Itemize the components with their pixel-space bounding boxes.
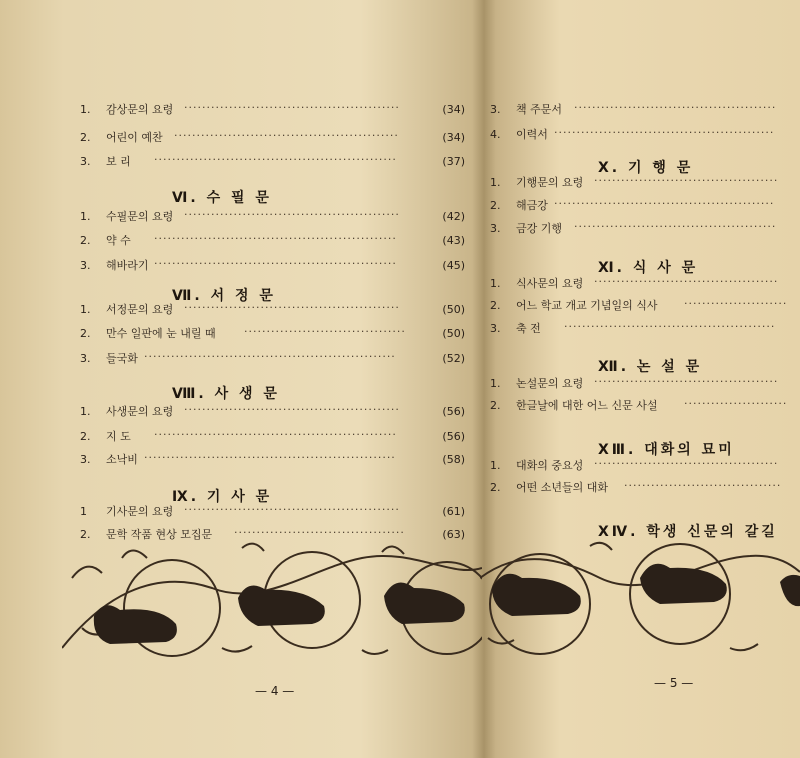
dot-leader: ····································	[244, 325, 406, 338]
toc-entry	[80, 303, 465, 317]
toc-entry	[80, 155, 465, 169]
section-heading: Ⅻ. 논 설 문	[598, 359, 703, 375]
dot-leader: ······················································	[154, 428, 397, 441]
entry-number: 3.	[80, 155, 91, 168]
entry-number: 3.	[80, 453, 91, 466]
entry-page-number: (56)	[442, 430, 465, 443]
toc-entry	[490, 103, 800, 117]
ornament-band-left	[62, 538, 482, 668]
section-heading: Ⅵ. 수 필 문	[172, 190, 272, 206]
entry-number: 2.	[490, 299, 501, 312]
entry-title: 어느 학교 개교 기념일의 식사	[516, 299, 658, 312]
entry-title: 서정문의 요령	[106, 303, 174, 316]
entry-title: 기행문의 요령	[516, 176, 584, 189]
entry-page-number: (61)	[442, 505, 465, 518]
entry-title: 사생문의 요령	[106, 405, 174, 418]
toc-entry	[80, 234, 465, 248]
entry-title: 어린이 예찬	[106, 131, 163, 144]
entry-number: 2.	[80, 131, 91, 144]
entry-number: 2.	[490, 481, 501, 494]
toc-entry	[490, 222, 800, 236]
entry-title: 기사문의 요령	[106, 505, 174, 518]
toc-entry	[80, 327, 465, 341]
entry-number: 2.	[80, 528, 91, 541]
entry-number: 1.	[490, 459, 501, 472]
page-number-left: — 4 —	[255, 684, 295, 698]
entry-title: 한글날에 대한 어느 신문 사설	[516, 399, 658, 412]
entry-title: 감상문의 요령	[106, 103, 174, 116]
dot-leader: ·········································	[594, 375, 779, 388]
toc-entry	[490, 299, 800, 313]
toc-entry	[80, 453, 465, 467]
ram-figure-1	[94, 605, 177, 644]
entry-number: 2.	[80, 327, 91, 340]
entry-number: 1.	[490, 277, 501, 290]
ram-figure-3	[384, 583, 465, 624]
entry-title: 문학 작품 현상 모집문	[106, 528, 213, 541]
entry-title: 어떤 소년들의 대화	[516, 481, 609, 494]
dot-leader: ·······················	[684, 297, 788, 310]
entry-number: 1.	[80, 405, 91, 418]
toc-entry	[490, 399, 800, 413]
toc-entry	[80, 405, 465, 419]
dot-leader: ·················································	[554, 126, 775, 139]
section-heading: ⅩⅢ. 대화의 묘미	[598, 442, 735, 458]
entry-title: 보 리	[106, 155, 131, 168]
dot-leader: ·············································	[574, 220, 777, 233]
entry-number: 3.	[490, 322, 501, 335]
section-heading: Ⅺ. 식 사 문	[598, 260, 699, 276]
toc-entry	[490, 277, 800, 291]
entry-number: 1.	[80, 103, 91, 116]
toc-entry	[490, 176, 800, 190]
dot-leader: ······················································	[154, 232, 397, 245]
entry-page-number: (37)	[442, 155, 465, 168]
entry-title: 축 전	[516, 322, 541, 335]
entry-title: 대화의 중요성	[516, 459, 584, 472]
entry-title: 논설문의 요령	[516, 377, 584, 390]
toc-entry	[490, 199, 800, 213]
dot-leader: ·········································	[594, 174, 779, 187]
entry-title: 책 주문서	[516, 103, 563, 116]
dot-leader: ···································	[624, 479, 782, 492]
entry-title: 만수 일판에 눈 내릴 때	[106, 327, 216, 340]
toc-entry	[80, 505, 465, 519]
toc-entry	[80, 210, 465, 224]
entry-title: 해바라기	[106, 259, 149, 272]
entry-title: 식사문의 요령	[516, 277, 584, 290]
entry-number: 3.	[490, 103, 501, 116]
section-heading: Ⅶ. 서 정 문	[172, 288, 276, 304]
ram-figure-2	[238, 586, 325, 627]
toc-entry	[490, 481, 800, 495]
section-heading: ⅩⅣ. 학생 신문의 갈길	[598, 524, 778, 540]
toc-entry	[490, 377, 800, 391]
entry-page-number: (43)	[442, 234, 465, 247]
entry-number: 1.	[490, 377, 501, 390]
entry-page-number: (58)	[442, 453, 465, 466]
toc-entry	[80, 352, 465, 366]
dot-leader: ················································	[184, 301, 400, 314]
section-heading: Ⅸ. 기 사 문	[172, 489, 273, 505]
ram-figure-5	[640, 564, 727, 604]
entry-page-number: (42)	[442, 210, 465, 223]
section-heading: Ⅷ. 사 생 문	[172, 386, 280, 402]
entry-page-number: (63)	[442, 528, 465, 541]
dot-leader: ·················································	[554, 197, 775, 210]
dot-leader: ························································	[144, 350, 396, 363]
entry-number: 1	[80, 505, 87, 518]
entry-page-number: (34)	[442, 103, 465, 116]
toc-entry	[80, 430, 465, 444]
entry-page-number: (34)	[442, 131, 465, 144]
dot-leader: ················································	[184, 403, 400, 416]
ram-figure-6	[780, 575, 800, 606]
dot-leader: ··················································	[174, 129, 399, 142]
dot-leader: ······················································	[154, 153, 397, 166]
entry-page-number: (45)	[442, 259, 465, 272]
entry-number: 3.	[80, 259, 91, 272]
entry-title: 소낙비	[106, 453, 138, 466]
entry-number: 4.	[490, 128, 501, 141]
entry-number: 3.	[80, 352, 91, 365]
entry-page-number: (50)	[442, 303, 465, 316]
entry-page-number: (56)	[442, 405, 465, 418]
dot-leader: ······················································	[154, 257, 397, 270]
dot-leader: ················································	[184, 208, 400, 221]
dot-leader: ·······················	[684, 397, 788, 410]
toc-entry	[490, 459, 800, 473]
entry-number: 1.	[80, 303, 91, 316]
entry-number: 3.	[490, 222, 501, 235]
entry-number: 1.	[490, 176, 501, 189]
entry-number: 2.	[490, 199, 501, 212]
entry-page-number: (52)	[442, 352, 465, 365]
entry-title: 이력서	[516, 128, 548, 141]
dot-leader: ······································	[234, 526, 405, 539]
dot-leader: ·············································	[574, 101, 777, 114]
toc-entry	[80, 131, 465, 145]
page-number-right: — 5 —	[654, 676, 694, 690]
entry-title: 수필문의 요령	[106, 210, 174, 223]
toc-entry	[490, 128, 800, 142]
ornament-band-right	[480, 538, 800, 663]
entry-number: 2.	[490, 399, 501, 412]
dot-leader: ················································	[184, 503, 400, 516]
section-heading: Ⅹ. 기 행 문	[598, 160, 694, 176]
dot-leader: ························································	[144, 451, 396, 464]
entry-title: 약 수	[106, 234, 131, 247]
dot-leader: ·········································	[594, 457, 779, 470]
entry-title: 해금강	[516, 199, 548, 212]
toc-entry	[490, 322, 800, 336]
entry-title: 지 도	[106, 430, 131, 443]
toc-entry	[80, 103, 465, 117]
dot-leader: ················································	[184, 101, 400, 114]
ram-figure-4	[492, 574, 581, 616]
entry-page-number: (50)	[442, 327, 465, 340]
entry-title: 금강 기행	[516, 222, 563, 235]
toc-entry	[80, 259, 465, 273]
entry-number: 2.	[80, 234, 91, 247]
entry-title: 들국화	[106, 352, 138, 365]
entry-number: 1.	[80, 210, 91, 223]
entry-number: 2.	[80, 430, 91, 443]
dot-leader: ···············································	[564, 320, 776, 333]
dot-leader: ·········································	[594, 275, 779, 288]
